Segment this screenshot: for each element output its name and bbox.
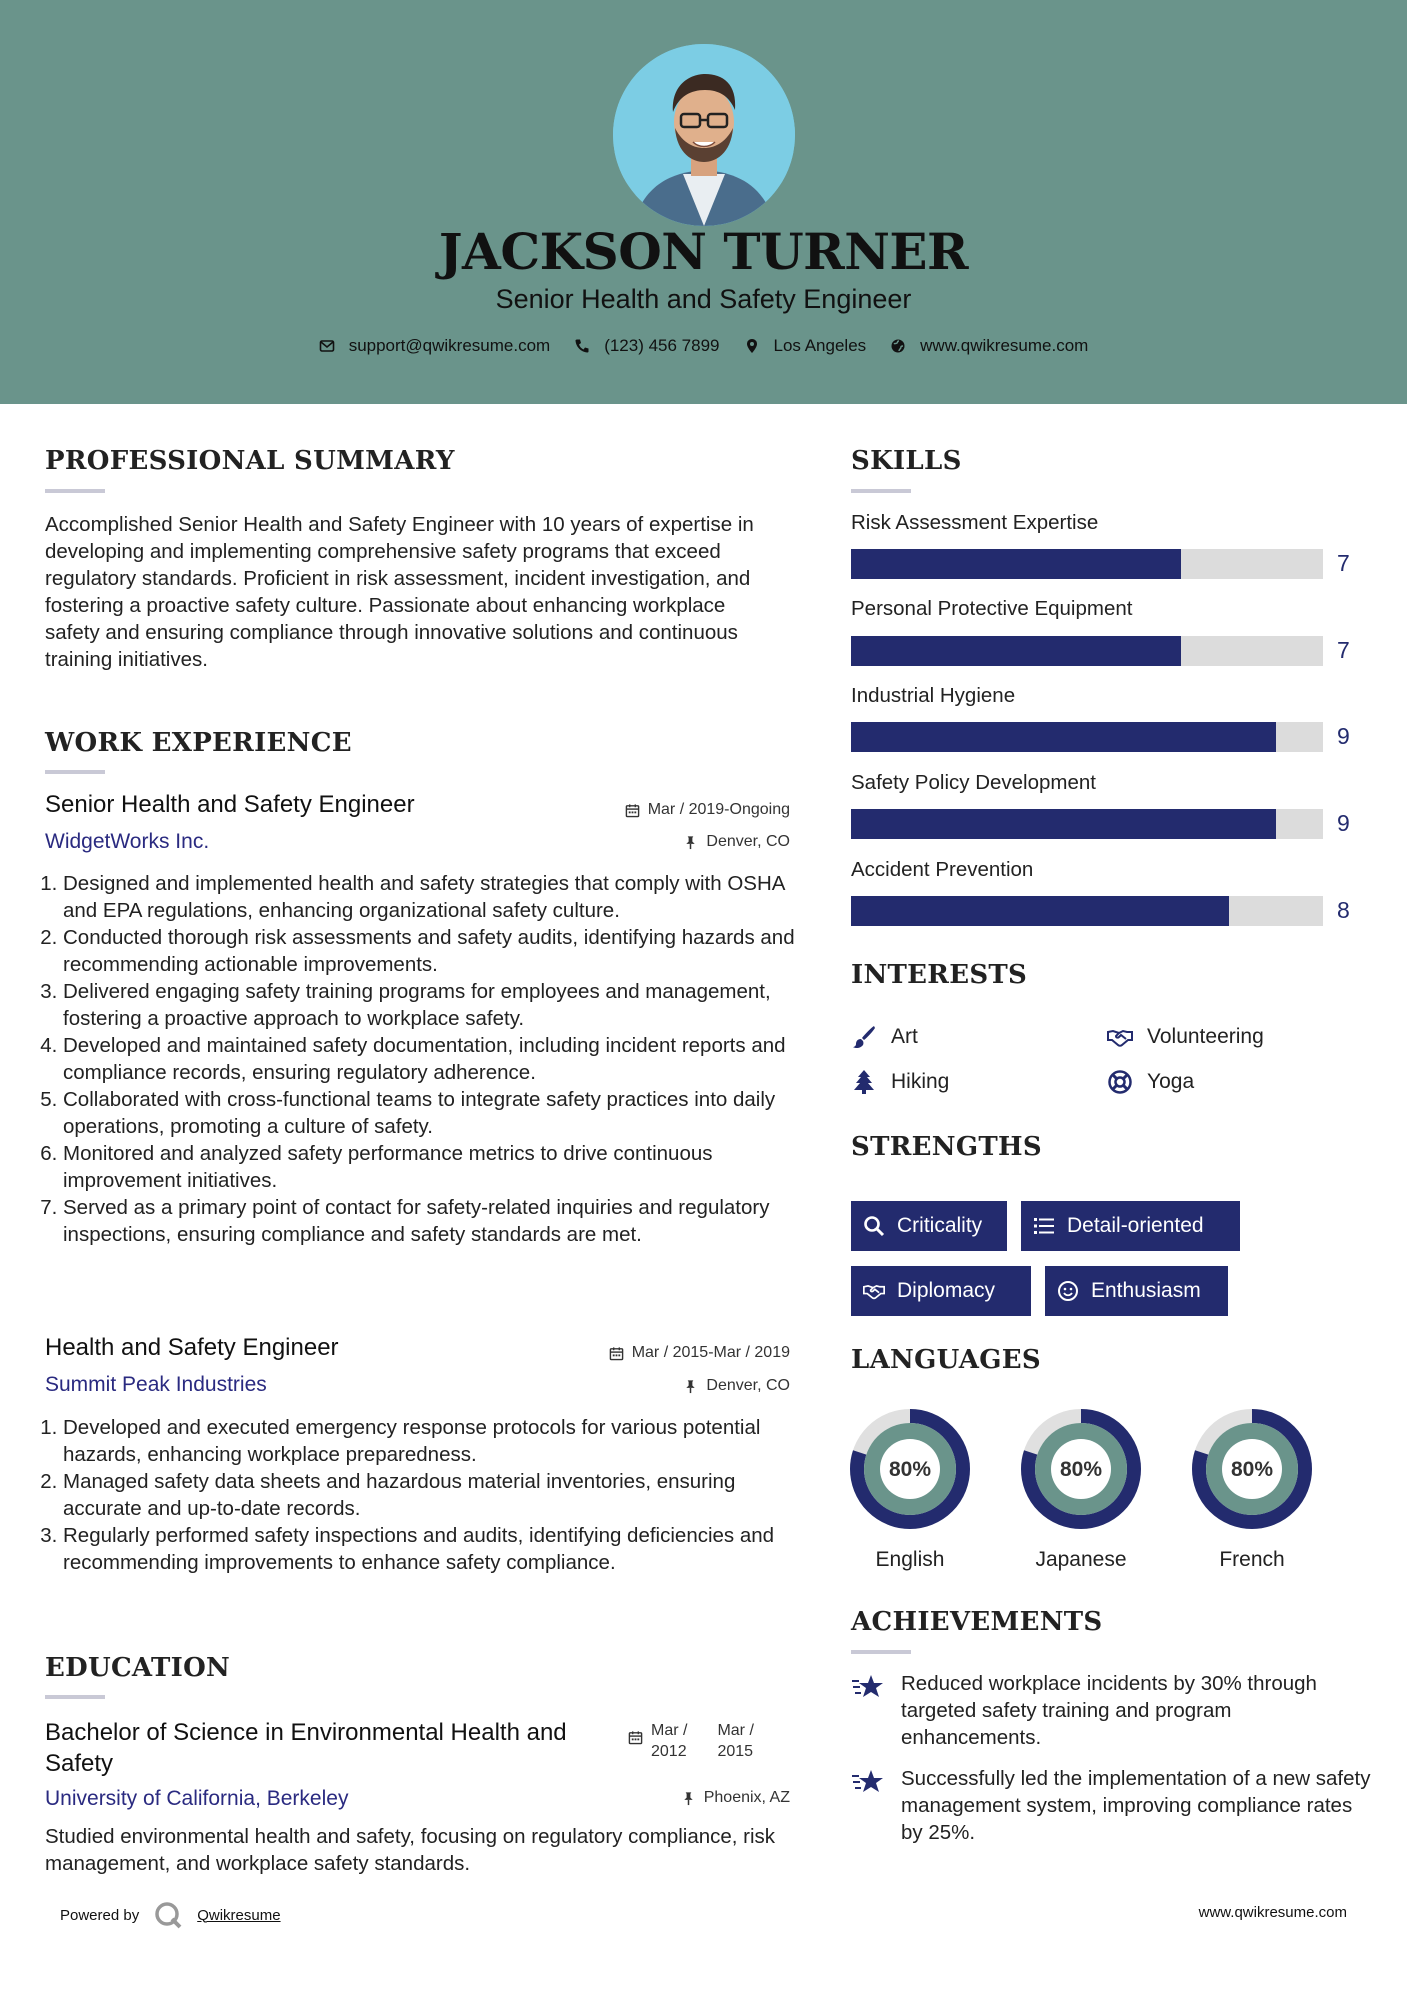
job-1-responsibilities (45, 870, 795, 1248)
map-pin-icon (744, 338, 760, 354)
language-ring (1020, 1408, 1142, 1530)
language-percent: 80% (1059, 1458, 1103, 1481)
footer-website[interactable]: www.qwikresume.com (1198, 1904, 1347, 1921)
education-start-month: Mar / (651, 1722, 688, 1739)
phone-text: (123) 456 7899 (604, 336, 720, 355)
powered-by-text: Powered by (60, 1906, 140, 1924)
location-text: Los Angeles (773, 336, 867, 355)
brand-link[interactable]: Qwikresume (197, 1906, 281, 1924)
avatar (613, 44, 795, 226)
experience-rule (45, 770, 105, 774)
skill-bar-fill (851, 636, 1181, 666)
interest-label: Yoga (1147, 1070, 1195, 1093)
job-2-dates-text: Mar / 2015-Mar / 2019 (631, 1344, 790, 1361)
job-2-responsibilities (45, 1414, 795, 1576)
strength-diplomacy (851, 1266, 1031, 1316)
lifering-icon (1107, 1069, 1133, 1095)
list-item: 3. Regularly performed safety inspections and audits, identifying deficiencies and recommending improvements to enhance safety compliance. (63, 1522, 795, 1576)
job-1-location (560, 833, 790, 851)
skill-label: Personal Protective Equipment (851, 597, 1133, 620)
education-school: University of California, Berkeley (45, 1787, 349, 1810)
smile-icon (1057, 1280, 1079, 1302)
strength-label: Criticality (897, 1214, 983, 1237)
skill-bar-fill (851, 722, 1276, 752)
skill-level: 8 (1337, 897, 1350, 923)
candidate-title: Senior Health and Safety Engineer (495, 284, 912, 314)
star-icon (851, 1672, 885, 1702)
job-1-dates-text: Mar / 2019-Ongoing (647, 801, 790, 818)
language-english (849, 1408, 971, 1571)
experience-heading: WORK EXPERIENCE (45, 728, 352, 758)
interest-label: Volunteering (1147, 1025, 1264, 1048)
achievement-text: Reduced workplace incidents by 30% through targeted safety training and program enhancements. (901, 1672, 1317, 1749)
education-description: Studied environmental health and safety, focusing on regulatory compliance, risk management, and workplace safety standards. (45, 1825, 776, 1875)
strength-criticality (851, 1201, 1007, 1251)
education-location-text: Phoenix, AZ (703, 1789, 790, 1806)
job-1-title: Senior Health and Safety Engineer (45, 791, 415, 818)
skill-label: Accident Prevention (851, 858, 1034, 881)
interest-volunteering (1107, 1024, 1264, 1050)
education-heading: EDUCATION (45, 1653, 231, 1683)
strengths-heading: STRENGTHS (851, 1132, 1042, 1162)
skill-bar (851, 722, 1323, 752)
list-item: 1. Designed and implemented health and safety strategies that comply with OSHA and EPA regulations, enhancing organizational safety culture. (63, 870, 795, 924)
education-dates (628, 1720, 798, 1762)
interest-label: Art (891, 1025, 918, 1048)
list-item: 1. Developed and executed emergency response protocols for various potential hazards, enhancing workplace preparedness. (63, 1414, 795, 1468)
skill-label: Industrial Hygiene (851, 684, 1016, 707)
summary-rule (45, 489, 105, 493)
job-2-company: Summit Peak Industries (45, 1373, 267, 1396)
globe-icon (890, 338, 906, 354)
skill-bar (851, 636, 1323, 666)
list-item: 2. Conducted thorough risk assessments and safety audits, identifying hazards and recommending actionable improvements. (63, 924, 795, 978)
strength-label: Diplomacy (897, 1279, 996, 1302)
skill-level: 7 (1337, 637, 1350, 663)
language-ring (1191, 1408, 1313, 1530)
handshake-icon (1107, 1024, 1133, 1050)
job-2-title: Health and Safety Engineer (45, 1334, 339, 1361)
skill-label: Safety Policy Development (851, 771, 1096, 794)
skills-rule (851, 489, 911, 493)
calendar-icon (609, 1346, 624, 1361)
strength-label: Detail-oriented (1067, 1214, 1204, 1237)
phone-icon (574, 338, 590, 354)
education-end-month: Mar / (717, 1722, 754, 1739)
education-degree: Bachelor of Science in Environmental Health and Safety (45, 1719, 567, 1777)
calendar-icon (628, 1730, 643, 1745)
job-1-company: WidgetWorks Inc. (45, 830, 210, 853)
website-text: www.qwikresume.com (920, 336, 1089, 355)
calendar-icon (625, 803, 640, 818)
skill-level: 9 (1337, 810, 1350, 836)
pin-icon (683, 1379, 698, 1394)
paintbrush-icon (851, 1024, 877, 1050)
pin-icon (683, 835, 698, 850)
job-2-location-text: Denver, CO (706, 1377, 790, 1394)
job-2-dates (540, 1344, 790, 1362)
star-icon (851, 1767, 885, 1797)
list-item: 3. Delivered engaging safety training programs for employees and management, fostering a proactive approach to workplace safety. (63, 978, 795, 1032)
envelope-icon (319, 338, 335, 354)
strength-enthusiasm (1045, 1266, 1228, 1316)
achievements-rule (851, 1650, 911, 1654)
list-item: 2. Managed safety data sheets and hazardous material inventories, ensuring accurate and up-to-date records. (63, 1468, 795, 1522)
interests-heading: INTERESTS (851, 960, 1028, 990)
language-name: French (1219, 1548, 1285, 1571)
languages-heading: LANGUAGES (851, 1345, 1041, 1375)
skill-level: 7 (1337, 550, 1350, 576)
summary-text: Accomplished Senior Health and Safety Engineer with 10 years of expertise in developing and implementing comprehensive safety programs that exceed regulatory standards. Proficient in risk assessment, incident investigation, and fostering a proactive safety culture. Passionate about enhancing workplace safety and ensuring compliance through innovative solutions and continuous training initiatives. (45, 513, 754, 671)
qwikresume-logo-icon (153, 1900, 183, 1930)
contact-website[interactable] (890, 336, 1088, 356)
summary-heading: PROFESSIONAL SUMMARY (45, 446, 455, 476)
tree-icon (851, 1069, 877, 1095)
interest-hiking (851, 1069, 949, 1095)
interest-yoga (1107, 1069, 1194, 1095)
list-icon (1033, 1215, 1055, 1237)
list-item: 6. Monitored and analyzed safety performance metrics to drive continuous improvement initiatives. (63, 1140, 795, 1194)
education-end (717, 1720, 753, 1762)
education-end-year: 2015 (717, 1743, 754, 1760)
contact-location (744, 336, 867, 356)
education-location (560, 1789, 790, 1807)
pin-icon (681, 1791, 696, 1806)
achievement-item (851, 1765, 1371, 1846)
achievements-heading: ACHIEVEMENTS (851, 1607, 1103, 1637)
language-percent: 80% (888, 1458, 932, 1481)
skill-bar (851, 896, 1323, 926)
list-item: 5. Collaborated with cross-functional teams to integrate safety practices into daily operations, promoting a culture of safety. (63, 1086, 795, 1140)
email-text: support@qwikresume.com (348, 336, 551, 355)
search-icon (863, 1215, 885, 1237)
header-banner (0, 0, 1407, 404)
list-item: 4. Developed and maintained safety documentation, including incident reports and compliance records, ensuring regulatory adherence. (63, 1032, 795, 1086)
candidate-name: JACKSON TURNER (438, 222, 969, 281)
achievement-item (851, 1670, 1371, 1751)
contact-row (0, 336, 1407, 356)
language-french (1191, 1408, 1313, 1571)
list-item: 7. Served as a primary point of contact for safety-related inquiries and regulatory inspections, ensuring compliance and safety standards are met. (63, 1194, 795, 1248)
education-rule (45, 1695, 105, 1699)
skill-bar (851, 549, 1323, 579)
interest-label: Hiking (891, 1070, 950, 1093)
handshake-icon (863, 1280, 885, 1302)
skill-bar-fill (851, 549, 1181, 579)
footer-powered-by (60, 1900, 281, 1930)
achievement-text: Successfully led the implementation of a new safety management system, improving compliance rates by 25%. (901, 1767, 1371, 1844)
interest-art (851, 1024, 918, 1050)
language-japanese (1020, 1408, 1142, 1571)
language-percent: 80% (1230, 1458, 1274, 1481)
language-ring (849, 1408, 971, 1530)
education-start-year: 2012 (651, 1743, 687, 1760)
skill-bar-fill (851, 896, 1229, 926)
language-name: English (875, 1548, 945, 1571)
skills-heading: SKILLS (851, 446, 962, 476)
contact-email[interactable] (319, 336, 551, 356)
education-start (651, 1720, 687, 1762)
job-1-dates (560, 801, 790, 819)
skill-label: Risk Assessment Expertise (851, 511, 1099, 534)
strength-label: Enthusiasm (1091, 1279, 1201, 1302)
profile-photo (613, 44, 795, 226)
contact-phone[interactable] (574, 336, 719, 356)
skill-bar (851, 809, 1323, 839)
job-1-location-text: Denver, CO (706, 833, 790, 850)
skill-bar-fill (851, 809, 1276, 839)
language-name: Japanese (1035, 1548, 1127, 1571)
strength-detail-oriented (1021, 1201, 1240, 1251)
skill-level: 9 (1337, 723, 1350, 749)
job-2-location (560, 1377, 790, 1395)
